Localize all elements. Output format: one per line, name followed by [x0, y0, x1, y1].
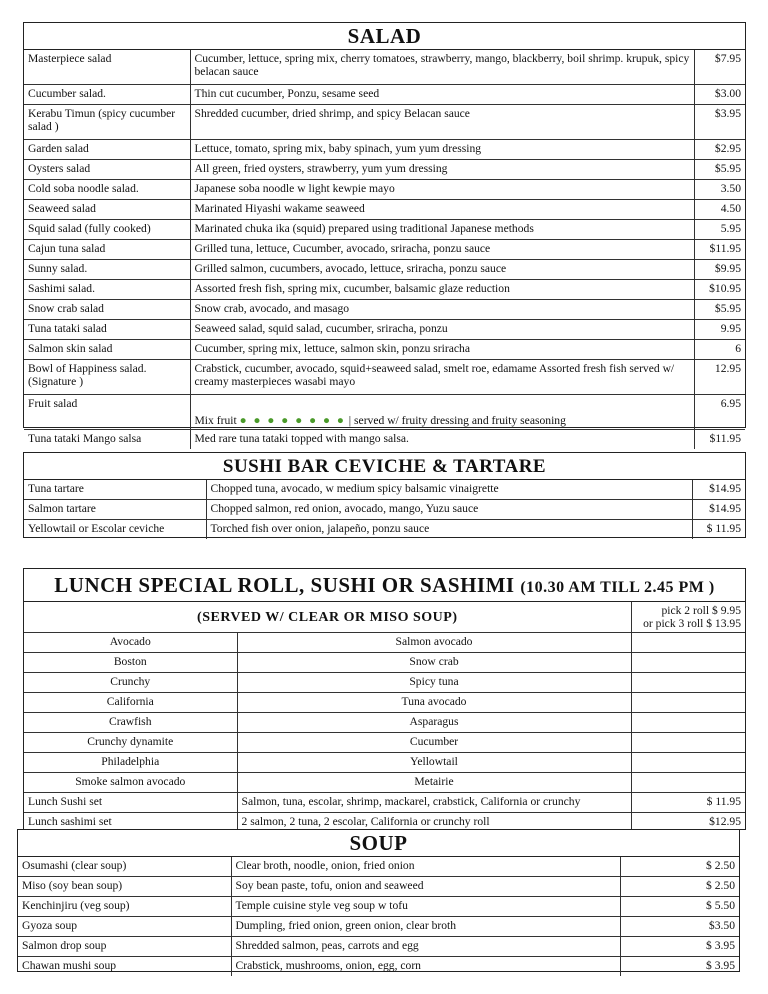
item-description: Chopped salmon, red onion, avocado, mango, Yuzu sauce: [206, 500, 692, 520]
lunch-roll-row: [24, 653, 745, 673]
item-name: Tuna tataki salad: [24, 320, 190, 340]
menu-item-row: [24, 280, 745, 300]
roll-option: Crunchy dynamite: [24, 733, 237, 753]
item-name: Seaweed salad: [24, 200, 190, 220]
item-price: 4.50: [694, 200, 745, 220]
item-description: 2 salmon, 2 tuna, 2 escolar, California or crunchy roll: [237, 813, 631, 833]
item-name: Osumashi (clear soup): [18, 857, 231, 877]
item-price: 5.95: [694, 220, 745, 240]
item-price: $14.95: [692, 480, 745, 500]
lunch-roll-row: [24, 753, 745, 773]
item-name: Garden salad: [24, 140, 190, 160]
pick-2-roll: pick 2 roll $ 9.95: [661, 604, 741, 617]
menu-item-row: [24, 160, 745, 180]
lunch-table: [24, 602, 745, 832]
empty-cell: [631, 673, 745, 693]
salad-section: [23, 22, 746, 445]
item-name: Salmon skin salad: [24, 340, 190, 360]
roll-option: Boston: [24, 653, 237, 673]
ceviche-title: SUSHI BAR CEVICHE & TARTARE: [24, 453, 745, 480]
empty-cell: [631, 753, 745, 773]
item-price: $12.95: [631, 813, 745, 833]
ceviche-section: [23, 452, 746, 538]
fruit-prefix: Mix fruit: [194, 414, 237, 427]
menu-item-row: [24, 200, 745, 220]
fruit-desc: served w/ fruity dressing and fruity seasoning: [354, 414, 566, 427]
item-price: $ 11.95: [692, 520, 745, 540]
menu-item-row: [18, 917, 739, 937]
menu-item-row: [18, 857, 739, 877]
item-name: Fruit salad: [24, 395, 190, 430]
roll-option: Tuna avocado: [237, 693, 631, 713]
menu-item-row: [24, 220, 745, 240]
item-description: Crabstick, mushrooms, onion, egg, corn: [231, 957, 620, 977]
item-price: $ 11.95: [631, 793, 745, 813]
pick-roll-prices: [631, 602, 745, 633]
item-price: $ 5.50: [620, 897, 739, 917]
menu-item-row: [24, 395, 745, 430]
menu-item-row: [24, 85, 745, 105]
lunch-title: [24, 569, 745, 602]
served-with-soup: (SERVED W/ CLEAR OR MISO SOUP): [24, 602, 631, 633]
item-price: $3.00: [694, 85, 745, 105]
empty-cell: [631, 733, 745, 753]
menu-item-row: [18, 897, 739, 917]
roll-option: Snow crab: [237, 653, 631, 673]
item-description: Med rare tuna tataki topped with mango salsa.: [190, 430, 694, 450]
item-price: $2.95: [694, 140, 745, 160]
lunch-title-text: LUNCH SPECIAL ROLL, SUSHI OR SASHIMI: [54, 573, 515, 597]
item-description: Grilled salmon, cucumbers, avocado, lettuce, sriracha, ponzu sauce: [190, 260, 694, 280]
item-name: Oysters salad: [24, 160, 190, 180]
menu-item-row: [24, 500, 745, 520]
lunch-section: [23, 568, 746, 830]
item-description: Seaweed salad, squid salad, cucumber, sriracha, ponzu: [190, 320, 694, 340]
lunch-roll-row: [24, 733, 745, 753]
item-description: Temple cuisine style veg soup w tofu: [231, 897, 620, 917]
item-name: Cajun tuna salad: [24, 240, 190, 260]
menu-item-row: [24, 50, 745, 85]
empty-cell: [631, 633, 745, 653]
item-name: Kenchinjiru (veg soup): [18, 897, 231, 917]
item-description: All green, fried oysters, strawberry, yum yum dressing: [190, 160, 694, 180]
item-name: Miso (soy bean soup): [18, 877, 231, 897]
salad-table: [24, 50, 745, 449]
item-name: Squid salad (fully cooked): [24, 220, 190, 240]
item-description: Snow crab, avocado, and masago: [190, 300, 694, 320]
item-description: Cucumber, lettuce, spring mix, cherry tomatoes, strawberry, mango, blackberry, boil shrimp. krupuk, spicy belacan sauce: [190, 50, 694, 85]
item-description: Japanese soba noodle w light kewpie mayo: [190, 180, 694, 200]
menu-item-row: [24, 180, 745, 200]
menu-item-row: [24, 793, 745, 813]
roll-option: Avocado: [24, 633, 237, 653]
item-description: Grilled tuna, lettuce, Cucumber, avocado, sriracha, ponzu sauce: [190, 240, 694, 260]
item-name: Tuna tataki Mango salsa: [24, 430, 190, 450]
item-price: $14.95: [692, 500, 745, 520]
item-name: Lunch Sushi set: [24, 793, 237, 813]
item-description: Torched fish over onion, jalapeño, ponzu sauce: [206, 520, 692, 540]
item-name: Salmon tartare: [24, 500, 206, 520]
roll-option: Smoke salmon avocado: [24, 773, 237, 793]
lunch-roll-row: [24, 773, 745, 793]
ceviche-table: [24, 480, 745, 539]
item-price: $11.95: [694, 240, 745, 260]
item-name: Lunch sashimi set: [24, 813, 237, 833]
empty-cell: [631, 713, 745, 733]
roll-option: California: [24, 693, 237, 713]
item-description: Crabstick, cucumber, avocado, squid+seaweed salad, smelt roe, edamame Assorted fresh fish served w/ creamy masterpieces wasabi mayo: [190, 360, 694, 395]
roll-option: Cucumber: [237, 733, 631, 753]
item-price: $10.95: [694, 280, 745, 300]
roll-option: Metairie: [237, 773, 631, 793]
item-price: $11.95: [694, 430, 745, 450]
lunch-hours: (10.30 AM TILL 2.45 PM ): [520, 579, 715, 596]
menu-item-row: [24, 260, 745, 280]
item-description: Dumpling, fried onion, green onion, clear broth: [231, 917, 620, 937]
menu-item-row: [24, 105, 745, 140]
item-price: $ 2.50: [620, 857, 739, 877]
menu-item-row: [24, 320, 745, 340]
item-description: Soy bean paste, tofu, onion and seaweed: [231, 877, 620, 897]
item-price: 6: [694, 340, 745, 360]
item-name: Chawan mushi soup: [18, 957, 231, 977]
item-price: $3.50: [620, 917, 739, 937]
item-name: Snow crab salad: [24, 300, 190, 320]
soup-table: [18, 857, 739, 976]
item-name: Bowl of Happiness salad. (Signature ): [24, 360, 190, 395]
item-price: $ 3.95: [620, 957, 739, 977]
empty-cell: [631, 693, 745, 713]
roll-option: Spicy tuna: [237, 673, 631, 693]
menu-item-row: [24, 520, 745, 540]
menu-item-row: [18, 877, 739, 897]
item-name: Masterpiece salad: [24, 50, 190, 85]
item-name: Tuna tartare: [24, 480, 206, 500]
item-name: Kerabu Timun (spicy cucumber salad ): [24, 105, 190, 140]
soup-section: [17, 829, 740, 972]
menu-item-row: [18, 937, 739, 957]
menu-item-row: [24, 480, 745, 500]
empty-cell: [631, 653, 745, 673]
lunch-roll-row: [24, 693, 745, 713]
item-description: Marinated Hiyashi wakame seaweed: [190, 200, 694, 220]
salad-title: SALAD: [24, 23, 745, 50]
item-description: Assorted fresh fish, spring mix, cucumber, balsamic glaze reduction: [190, 280, 694, 300]
item-price: 9.95: [694, 320, 745, 340]
item-price: $3.95: [694, 105, 745, 140]
lunch-roll-row: [24, 673, 745, 693]
item-price: 6.95: [694, 395, 745, 430]
menu-item-row: [18, 957, 739, 977]
item-name: Yellowtail or Escolar ceviche: [24, 520, 206, 540]
roll-option: Philadelphia: [24, 753, 237, 773]
item-price: $9.95: [694, 260, 745, 280]
lunch-roll-row: [24, 633, 745, 653]
item-description: Mix fruit ● ● ● ● ● ● ● ● | served w/ fruity dressing and fruity seasoning: [190, 395, 694, 430]
menu-item-row: [24, 240, 745, 260]
lunch-roll-row: [24, 713, 745, 733]
pick-3-roll: or pick 3 roll $ 13.95: [643, 617, 741, 630]
menu-item-row: [24, 430, 745, 450]
item-description: Marinated chuka ika (squid) prepared using traditional Japanese methods: [190, 220, 694, 240]
item-price: $ 2.50: [620, 877, 739, 897]
item-description: Clear broth, noodle, onion, fried onion: [231, 857, 620, 877]
item-name: Cold soba noodle salad.: [24, 180, 190, 200]
item-name: Sunny salad.: [24, 260, 190, 280]
item-price: $7.95: [694, 50, 745, 85]
item-description: Lettuce, tomato, spring mix, baby spinach, yum yum dressing: [190, 140, 694, 160]
item-price: $5.95: [694, 300, 745, 320]
item-description: Thin cut cucumber, Ponzu, sesame seed: [190, 85, 694, 105]
item-price: 12.95: [694, 360, 745, 395]
item-description: Shredded salmon, peas, carrots and egg: [231, 937, 620, 957]
lunch-served-row: [24, 602, 745, 633]
item-name: Salmon drop soup: [18, 937, 231, 957]
roll-option: Crawfish: [24, 713, 237, 733]
roll-option: Asparagus: [237, 713, 631, 733]
roll-option: Salmon avocado: [237, 633, 631, 653]
item-price: $5.95: [694, 160, 745, 180]
fruit-emoji-icons: ● ● ● ● ● ● ● ●: [239, 414, 346, 427]
menu-item-row: [24, 300, 745, 320]
item-price: 3.50: [694, 180, 745, 200]
item-name: Gyoza soup: [18, 917, 231, 937]
menu-item-row: [24, 140, 745, 160]
roll-option: Yellowtail: [237, 753, 631, 773]
item-name: Sashimi salad.: [24, 280, 190, 300]
item-description: Shredded cucumber, dried shrimp, and spicy Belacan sauce: [190, 105, 694, 140]
menu-item-row: [24, 340, 745, 360]
item-description: Cucumber, spring mix, lettuce, salmon skin, ponzu sriracha: [190, 340, 694, 360]
item-price: $ 3.95: [620, 937, 739, 957]
roll-option: Crunchy: [24, 673, 237, 693]
item-description: Chopped tuna, avocado, w medium spicy balsamic vinaigrette: [206, 480, 692, 500]
item-name: Cucumber salad.: [24, 85, 190, 105]
item-description: Salmon, tuna, escolar, shrimp, mackarel, crabstick, California or crunchy: [237, 793, 631, 813]
empty-cell: [631, 773, 745, 793]
soup-title: SOUP: [18, 830, 739, 857]
menu-item-row: [24, 360, 745, 395]
